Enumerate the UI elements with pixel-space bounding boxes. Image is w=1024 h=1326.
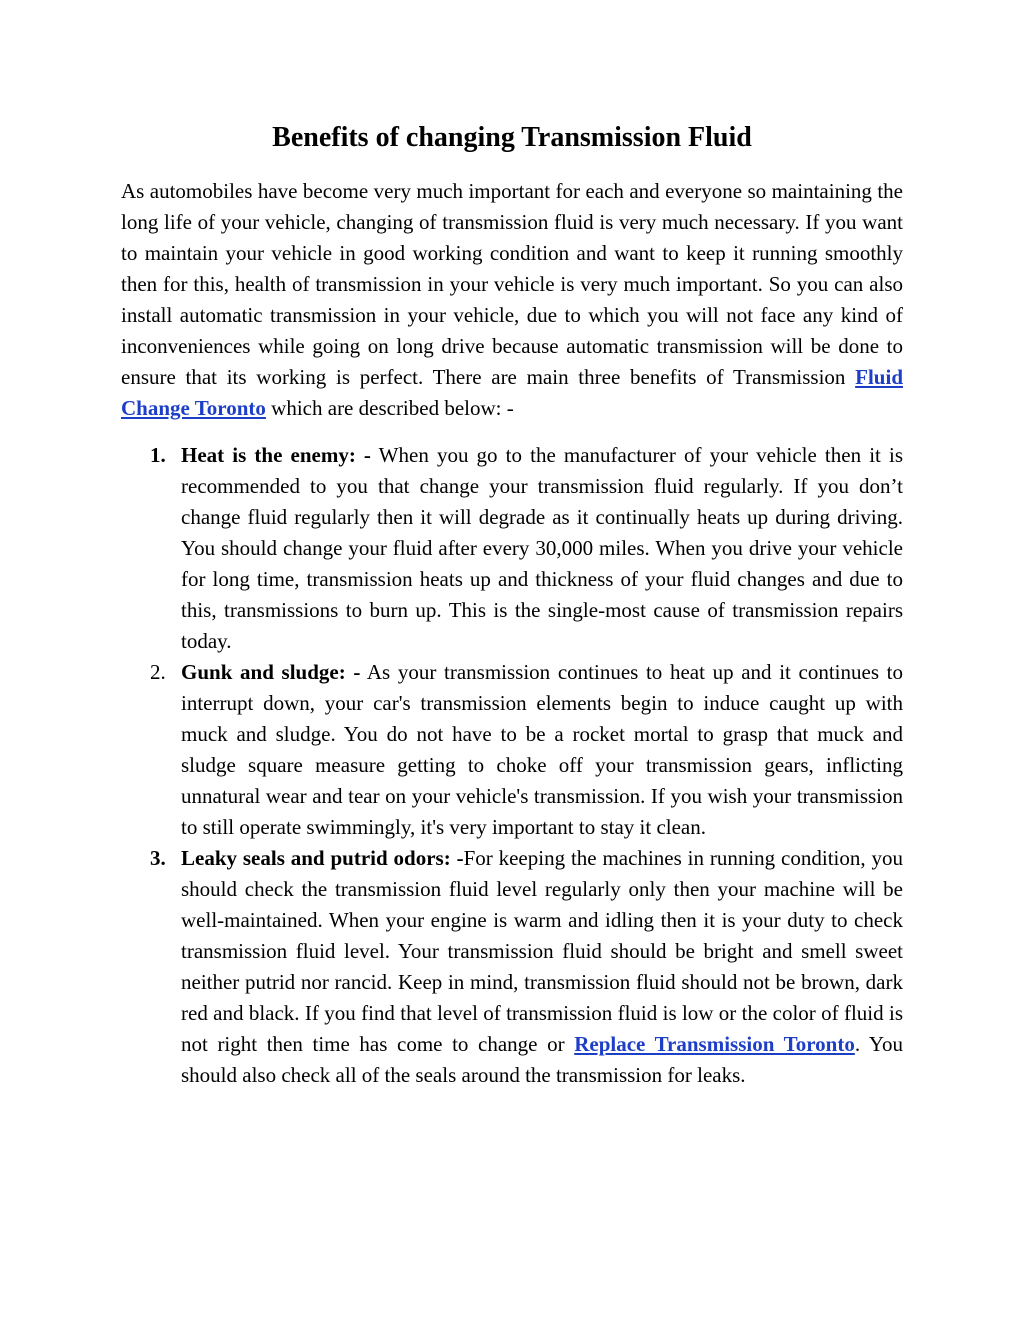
list-item-number: 2. <box>150 660 166 684</box>
list-item-heat <box>150 440 903 657</box>
list-item-text: As your transmission continues to heat up and it continues to interrupt down, your car's transmission elements begin to induce caught up with muck and sludge. You do not have to be a rocket mortal to grasp that muck and sludge square measure getting to choke off your transmission gears, inflicting unnatural wear and tear on your vehicle's transmission. If you wish your transmission to still operate swimmingly, it's very important to stay it clean. <box>181 660 903 839</box>
intro-text-after-link: which are described below: - <box>265 396 514 420</box>
list-item-lead: Heat is the enemy: - <box>181 443 371 467</box>
list-item-text-before-link: For keeping the machines in running condition, you should check the transmission fluid level regularly only then your machine will be well-maintained. When your engine is warm and idling then it is your duty to check transmission fluid level. Your transmission fluid should be bright and smell sweet neither putrid nor rancid. Keep in mind, transmission fluid should not be brown, dark red and black. If you find that level of transmission fluid is low or the color of fluid is not right then time has come to change or <box>181 846 903 1056</box>
fluid-change-toronto-link[interactable]: Fluid Change Toronto <box>121 365 903 420</box>
document-title: Benefits of changing Transmission Fluid <box>272 122 752 153</box>
list-item-gunk <box>150 657 903 843</box>
intro-paragraph <box>121 176 903 424</box>
replace-transmission-toronto-link[interactable]: Replace Transmission Toronto <box>574 1032 855 1056</box>
list-item-lead: Leaky seals and putrid odors: - <box>181 846 464 870</box>
list-item-text: When you go to the manufacturer of your vehicle then it is recommended to you that change your transmission fluid regularly. If you don’t change fluid regularly then it will degrade as it continually heats up during driving. You should change your fluid after every 30,000 miles. When you drive your vehicle for long time, transmission heats up and thickness of your fluid changes and due to this, transmissions to burn up. This is the single-most cause of transmission repairs today. <box>181 443 903 653</box>
list-item-seals <box>150 843 903 1091</box>
benefits-list <box>121 440 903 1091</box>
document-page <box>121 118 903 1091</box>
list-item-number: 1. <box>150 443 166 467</box>
list-item-text-after-link: . You should also check all of the seals around the transmission for leaks. <box>181 1032 903 1087</box>
list-item-number: 3. <box>150 846 166 870</box>
list-item-lead: Gunk and sludge: - <box>181 660 361 684</box>
intro-text-before-link: As automobiles have become very much important for each and everyone so maintaining the long life of your vehicle, changing of transmission fluid is very much necessary. If you want to maintain your vehicle in good working condition and want to keep it running smoothly then for this, health of transmission in your vehicle is very much important. So you can also install automatic transmission in your vehicle, due to which you will not face any kind of inconveniences while going on long drive because automatic transmission will be done to ensure that its working is perfect. There are main three benefits of Transmission <box>121 179 903 389</box>
